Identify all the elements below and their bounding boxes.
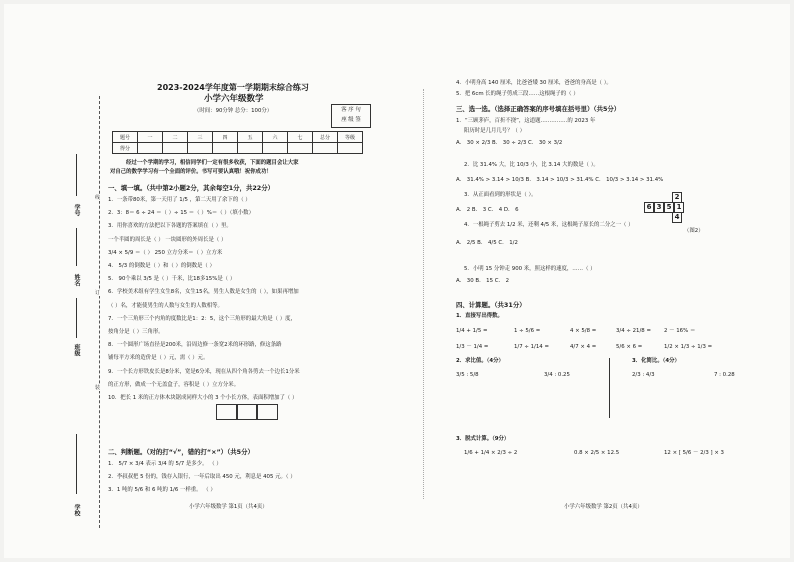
score-head-cell: 七 [288, 132, 313, 143]
score-head-cell: 总分 [313, 132, 338, 143]
choice-line: A． 30 B． 15 C． 2 [456, 278, 510, 284]
seal-line-2: 座 级 签 [341, 117, 361, 123]
score-head-cell: 五 [238, 132, 263, 143]
question-line: 3/4 × 5/9 ＝（ ） 250 立方分米＝（ ）立方米 [108, 249, 223, 256]
question-line: 的正方形，做成一个无盖盒子，容积是（ ）立方分米。 [108, 381, 240, 388]
exam-info: （时间：90分钟 总分：100分） [194, 108, 273, 114]
score-cell[interactable] [338, 143, 363, 154]
intro-line-2: 对自己的数学学习有一个全面的评价。书写可要认真哦！祝你成功！ [110, 169, 272, 175]
digit-card: 3 [654, 202, 664, 213]
question-line: 一个半圆的周长是（ ） 一块圆形的外周长是（ ） [108, 236, 227, 243]
choice-line: 4．一根绳子剪去 1/2 米，还剩 4/5 米，这根绳子原长的二分之一（ ） [464, 222, 634, 228]
choice-line: 阳历时是几月几号？（ ） [464, 128, 526, 134]
section4-title: 四、计算题。（共31分） [456, 301, 526, 309]
question-line: 按角分是（ ）三角形。 [108, 329, 164, 335]
oral-calc-item: 3/4 ÷ 21/8 = [616, 328, 651, 334]
cube-figure [236, 404, 258, 420]
score-cell[interactable] [138, 143, 163, 154]
figure-caption: （图2） [684, 228, 704, 234]
simplify-2: 7 : 0.28 [714, 372, 735, 378]
ratio-2: 3/4 : 0.25 [544, 372, 570, 378]
score-cell[interactable] [263, 143, 288, 154]
school-blank [76, 434, 77, 494]
column-divider [609, 358, 610, 418]
binding-mark-line: 线 [95, 195, 101, 201]
expr-3: 12 × [ 5/6 － 2/3 ] × 3 [664, 450, 724, 456]
oral-calc-item: 5/6 × 6 = [616, 344, 643, 350]
cube-figure [256, 404, 278, 420]
oral-calc-item: 4 × 5/8 = [570, 328, 597, 334]
intro-line-1: 经过一个学期的学习，相信同学们一定有很多收获，下面的题目会让大家 [126, 160, 299, 166]
section3-title: 三、选一选。（选择正确答案的序号填在括号里）（共5分） [456, 105, 621, 113]
digit-card: 6 [644, 202, 654, 213]
digit-card: 5 [664, 202, 674, 213]
score-head-cell: 六 [263, 132, 288, 143]
choice-line: 3．从正面看到的形状是（ ）。 [464, 192, 537, 198]
score-cell[interactable] [163, 143, 188, 154]
class-blank [76, 298, 77, 338]
score-row-label: 得分 [113, 143, 138, 154]
class-label: 班级 [73, 344, 80, 356]
choice-line: A． 31.4% > 3.14 > 10/3 B． 3.14 > 10/3 > 31.4% C． 10/3 > 3.14 > 31.4% [456, 177, 664, 183]
section1-title: 一、填一填。（共中第2小题2分，其余每空1分，共22分） [108, 184, 275, 192]
oral-calc-item: 2 － 16% ＝ [664, 328, 696, 334]
oral-calc-item: 4/7 × 4 = [570, 344, 597, 350]
question-line: 6．学校美术组有学生女生8名，女生15名，男生人数是女生的（ ），如果再增加 [108, 289, 299, 296]
digit-card: 4 [672, 212, 682, 223]
question-line: 1．一条带80米，第一天用了 1/5 ，第二天用了余下的（ ） [108, 197, 251, 203]
question-line: 10．把长 1 米的正方体木块锯成同样大小的 3 个小长方体，表面积增加了（ ） [108, 395, 298, 401]
question-line: 铺每平方米的造价是（ ）元，需（ ）元。 [108, 355, 209, 362]
score-cell[interactable] [188, 143, 213, 154]
oral-calc-item: 1/7 ÷ 1/14 = [514, 344, 549, 350]
score-head-cell: 四 [213, 132, 238, 143]
judge-line: 1． 5/7 × 3/4 表示 3/4 的 5/7 是多少。 （ ） [108, 461, 222, 467]
choice-line: A． 2/5 B． 4/5 C． 1/2 [456, 240, 518, 246]
page-divider [423, 89, 424, 499]
question-line: （ ）名，才能使男生的人数与女生的人数相等。 [108, 302, 223, 309]
digit-card: 1 [674, 202, 684, 213]
score-head-cell: 题号 [113, 132, 138, 143]
section2-title: 二、判断题。（对的打“√”，错的打“×”）（共5分） [108, 448, 254, 456]
binding-mark-bind: 装 [95, 385, 101, 391]
question-line: 2．3：8＝ 6 ÷ 24 ＝（ ）÷ 15 ＝（ ）%＝（ ）（填小数） [108, 210, 254, 217]
oral-calc-item: 1/3 － 1/4 = [456, 344, 489, 350]
name-label: 姓名 [73, 274, 80, 286]
ratio-1: 3/5 : 5/8 [456, 372, 479, 378]
score-cell[interactable] [213, 143, 238, 154]
score-cell[interactable] [288, 143, 313, 154]
judge-line: 3．1 吨的 5/6 和 6 吨的 1/6 一样重。 （ ） [108, 487, 216, 493]
expr-2: 0.8 × 2/5 × 12.5 [574, 450, 620, 456]
binding-mark-seal: 订 [95, 290, 101, 296]
score-cell[interactable] [313, 143, 338, 154]
oral-calc-item: 1 ÷ 5/6 = [514, 328, 541, 334]
choice-line: A． 2 B． 3 C． 4 D． 6 [456, 207, 519, 213]
student-no-label: 学号 [73, 204, 80, 216]
choice-line: 2．比 31.4% 大，比 10/3 小，比 3.14 大的数是（ ）。 [464, 162, 599, 168]
oral-calc-item: 1/4 + 1/5 = [456, 328, 488, 334]
name-blank [76, 228, 77, 266]
question-line: 3．用你喜欢的方法把以下各题的答案填在（ ）里。 [108, 223, 232, 230]
score-table [112, 131, 363, 154]
calc-sub4: 3．脱式计算。（9分） [456, 436, 510, 442]
simplify-1: 2/3 : 4/3 [632, 372, 655, 378]
choice-line: 1．“三顾茅庐，百折不挠”，这道题……………的 2023 年 [456, 118, 596, 124]
score-cell[interactable] [238, 143, 263, 154]
binding-line [99, 96, 100, 528]
calc-sub2: 2．求比值。（4分） [456, 358, 504, 364]
choice-line: A． 30 × 2/3 B． 30 ÷ 2/3 C． 30 × 3/2 [456, 140, 563, 146]
exam-title-year: 2023-2024学年度第一学期期末综合练习 [157, 83, 309, 92]
question-line: 4． 5/3 的倒数是（ ）和（ ）的倒数是（ ） [108, 263, 215, 269]
score-head-cell: 等级 [338, 132, 363, 143]
exam-sheet [4, 4, 790, 558]
footer-right: 小学六年级数学 第2页（共4页） [564, 504, 643, 510]
exam-title-subject: 小学六年级数学 [204, 94, 264, 104]
school-label: 学校 [73, 504, 80, 516]
score-header-row [113, 132, 363, 143]
score-head-cell: 二 [163, 132, 188, 143]
question-line: 9．一个长方形铁皮长是8分米，宽是6分米，现在从四个角各剪去一个边长1分米 [108, 368, 300, 375]
expr-1: 1/6 + 1/4 × 2/3 ÷ 2 [464, 450, 518, 456]
cube-figure [216, 404, 238, 420]
footer-left: 小学六年级数学 第1页（共4页） [189, 504, 268, 510]
calc-sub3: 3．化简比。（4分） [632, 358, 680, 364]
score-head-cell: 三 [188, 132, 213, 143]
question-line: 5． 90个乘以 3/5 是（ ）千米，比18多15%是（ ） [108, 276, 236, 283]
question-line: 5．把 6cm 长的绳子剪成三段……这根绳子的（ ） [456, 91, 579, 97]
question-line: 7．一个三角形三个内角的度数比是1：2：5，这个三角形的最大角是（ ）度， [108, 315, 296, 322]
digit-card: 2 [672, 192, 682, 203]
score-value-row [113, 143, 363, 154]
oral-calc-item: 1/2 × 1/3 ÷ 1/3 = [664, 344, 713, 350]
student-no-blank [76, 154, 77, 196]
question-line: 8．一个圆形广场直径是200米，沿周边修一条宽2米的环形路，修这条路 [108, 342, 282, 349]
calc-sub1: 1．直接写出得数。 [456, 313, 503, 319]
seal-box [331, 104, 371, 128]
score-head-cell: 一 [138, 132, 163, 143]
question-line: 4．小明身高 140 厘米，比爸爸矮 30 厘米，爸爸的身高是（ ）。 [456, 80, 612, 86]
judge-line: 2．李叔叔把 5 份的，钱存入银行，一年后取出 450 元，利息是 405 元。（ ） [108, 474, 296, 480]
choice-line: 5．小明 15 分钟走 900 米，照这样的速度，……（ ） [464, 266, 596, 272]
seal-line-1: 客 序 句 [341, 107, 361, 113]
